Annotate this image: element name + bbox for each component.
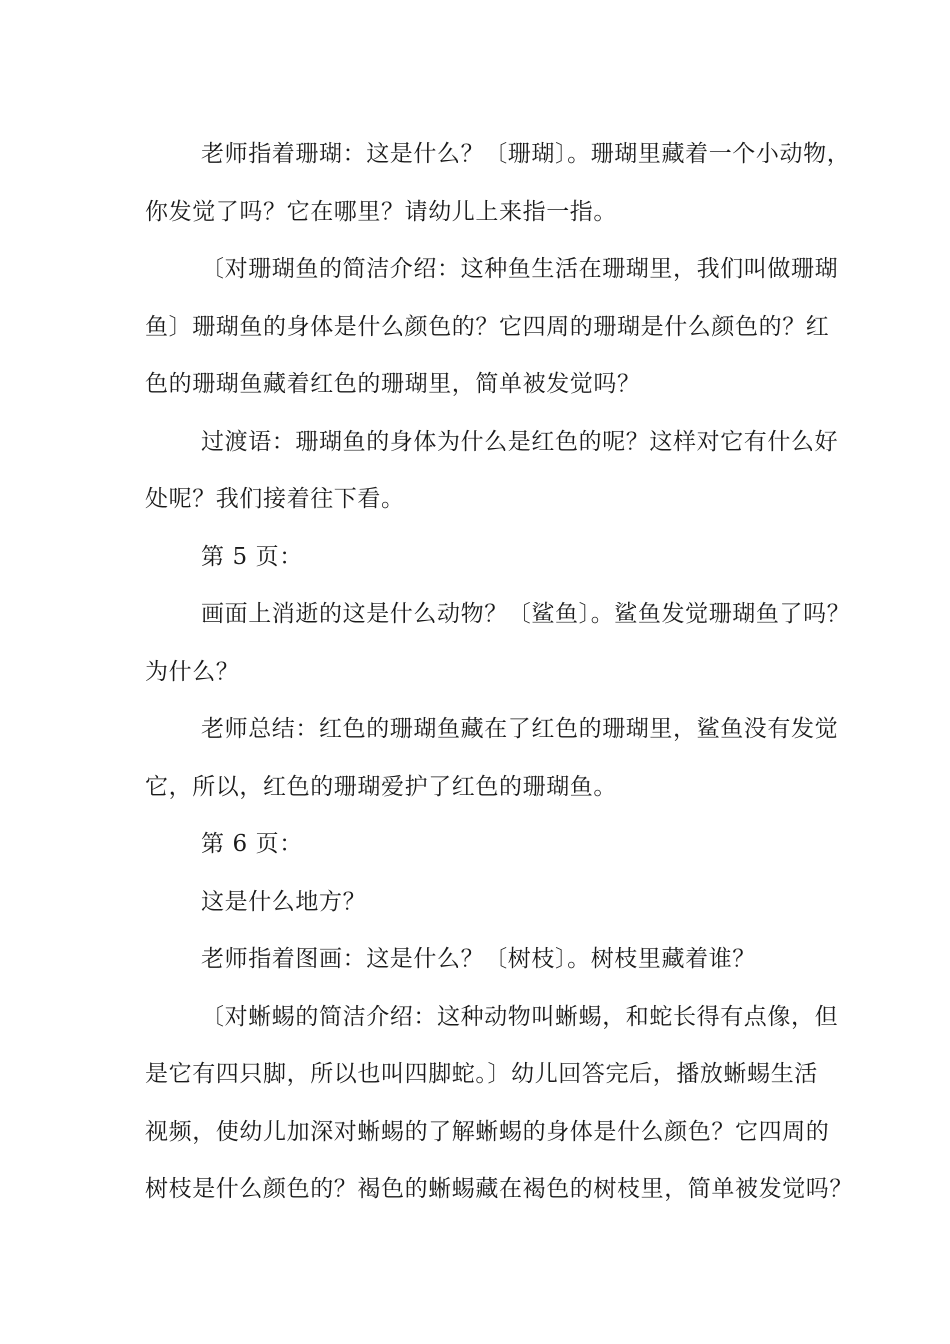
text-line: 这是什么地方？ — [201, 888, 367, 915]
page-heading-6: 第 6 页： — [201, 831, 303, 857]
text-line: 〔对蜥蜴的简洁介绍：这种动物叫蜥蜴，和蛇长得有点像，但 — [201, 1003, 839, 1030]
text-line: 老师总结：红色的珊瑚鱼藏在了红色的珊瑚里，鲨鱼没有发觉 — [201, 716, 839, 742]
text-line: 色的珊瑚鱼藏着红色的珊瑚里，简单被发觉吗？ — [145, 371, 641, 397]
text-line: 它，所以，红色的珊瑚爱护了红色的珊瑚鱼。 — [145, 773, 617, 800]
text-line: 你发觉了吗？它在哪里？请幼儿上来指一指。 — [145, 198, 617, 225]
text-line: 树枝是什么颜色的？褐色的蜥蜴藏在褐色的树枝里，简单被发觉吗？ — [145, 1176, 853, 1202]
text-line: 老师指着珊瑚：这是什么？〔珊瑚〕。珊瑚里藏着一个小动物， — [201, 141, 851, 167]
text-line: 过渡语：珊瑚鱼的身体为什么是红色的呢？这样对它有什么好 — [201, 428, 839, 455]
page-heading-5: 第 5 页： — [201, 543, 303, 570]
text-line: 处呢？我们接着往下看。 — [145, 486, 405, 512]
text-line: 鱼〕珊瑚鱼的身体是什么颜色的？它四周的珊瑚是什么颜色的？红 — [145, 313, 830, 340]
document-body — [145, 126, 853, 1219]
text-line: 老师指着图画：这是什么？〔树枝〕。树枝里藏着谁？ — [201, 946, 756, 972]
text-line: 画面上消逝的这是什么动物？〔鲨鱼〕。鲨鱼发觉珊瑚鱼了吗？ — [201, 601, 851, 627]
text-line: 〔对珊瑚鱼的简洁介绍：这种鱼生活在珊瑚里，我们叫做珊瑚 — [201, 256, 839, 282]
text-line: 视频，使幼儿加深对蜥蜴的了解蜥蜴的身体是什么颜色？它四周的 — [145, 1118, 830, 1145]
text-line: 为什么？ — [145, 658, 240, 685]
text-line: 是它有四只脚，所以也叫四脚蛇。〕幼儿回答完后，播放蜥蜴生活 — [145, 1061, 818, 1087]
